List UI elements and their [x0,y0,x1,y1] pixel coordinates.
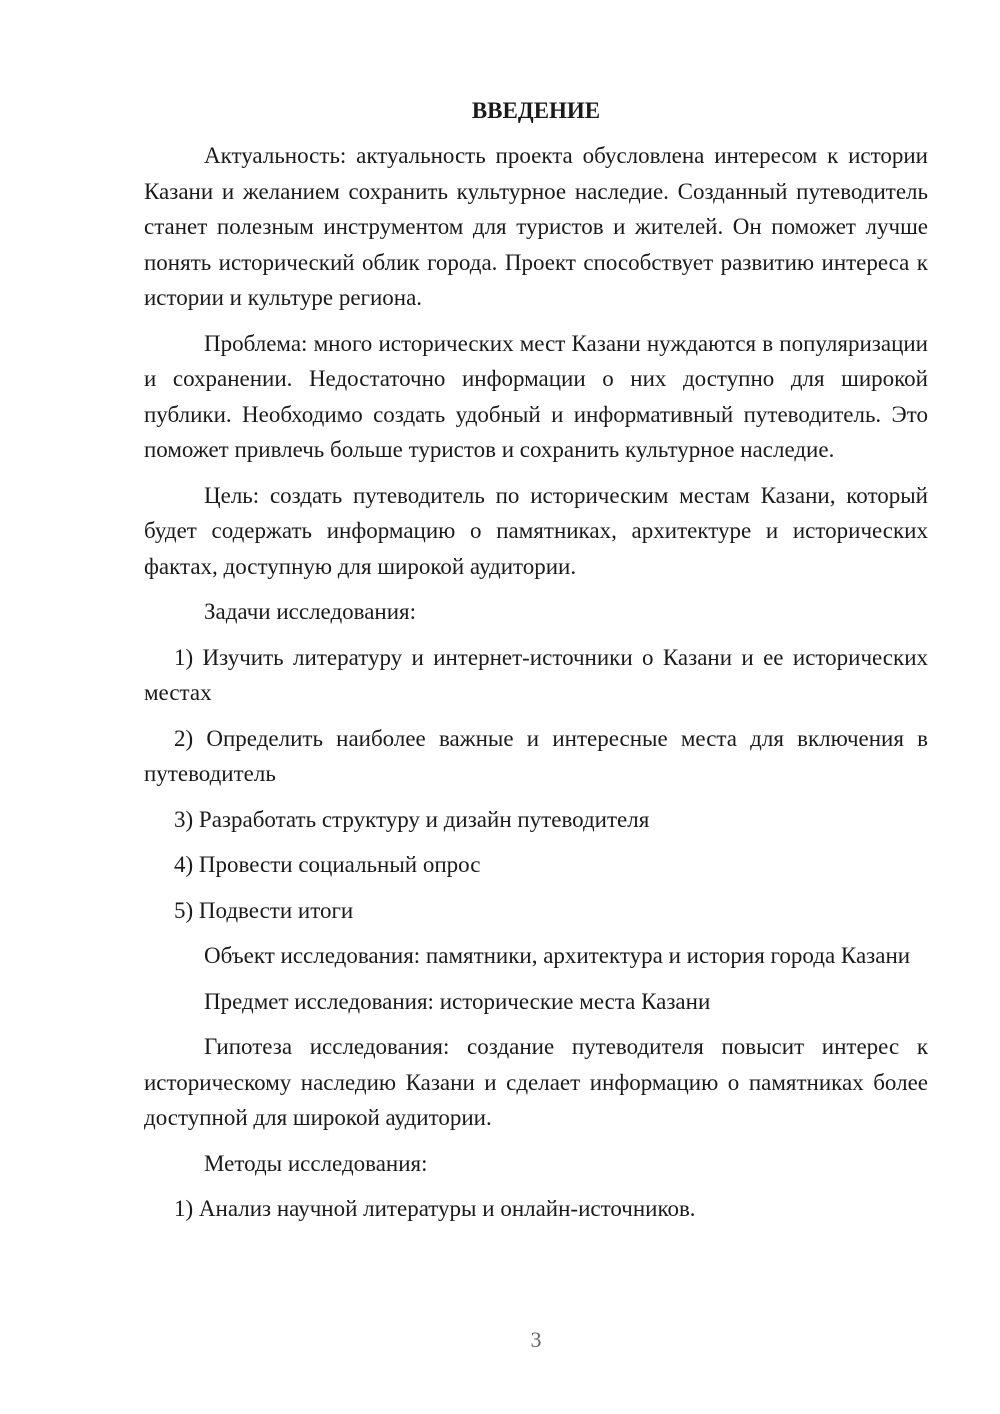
object-paragraph: Объект исследования: памятники, архитектура и история города Казани [204,943,911,968]
method-item: 1) Анализ научной литературы и онлайн-источников. [174,1196,696,1221]
goal-paragraph: Цель: создать путеводитель по историческим местам Казани, который будет содержать информацию о памятниках, архитектуре и исторических фактах, доступную для широкой аудитории. [144,482,928,579]
task-item: 4) Провести социальный опрос [174,852,481,877]
task-item: 5) Подвести итоги [174,897,354,923]
section-title: ВВЕДЕНИЕ [471,98,601,123]
page-number: 3 [530,1327,542,1352]
subject-paragraph: Предмет исследования: исторические места Казани [204,988,711,1014]
methods-heading: Методы исследования: [204,1150,428,1176]
task-item: 1) Изучить литературу и интернет-источники о Казани и ее исторических местах [144,644,928,705]
page-content [144,93,928,1237]
task-item: 3) Разработать структуру и дизайн путеводителя [174,806,650,832]
problem-paragraph: Проблема: много исторических мест Казани нуждаются в популяризации и сохранении. Недостаточно информации о них доступно для широкой публики. Необходимо создать удобный и информативный путеводитель. Это поможет привлечь больше туристов и сохранить культурное наследие. [144,330,928,462]
hypothesis-paragraph: Гипотеза исследования: создание путеводителя повысит интерес к историческому наследию Казани и сделает информацию о памятниках более доступной для широкой аудитории. [144,1034,928,1130]
task-item: 2) Определить наиболее важные и интересные места для включения в путеводитель [144,725,928,786]
tasks-heading: Задачи исследования: [204,599,417,624]
relevance-paragraph: Актуальность: актуальность проекта обусловлена интересом к истории Казани и желанием сохранить культурное наследие. Созданный путеводитель станет полезным инструментом для туристов и жителей. Он поможет лучше понять исторический облик города. Проект способствует развитию интереса к истории и культуре региона. [144,143,928,310]
